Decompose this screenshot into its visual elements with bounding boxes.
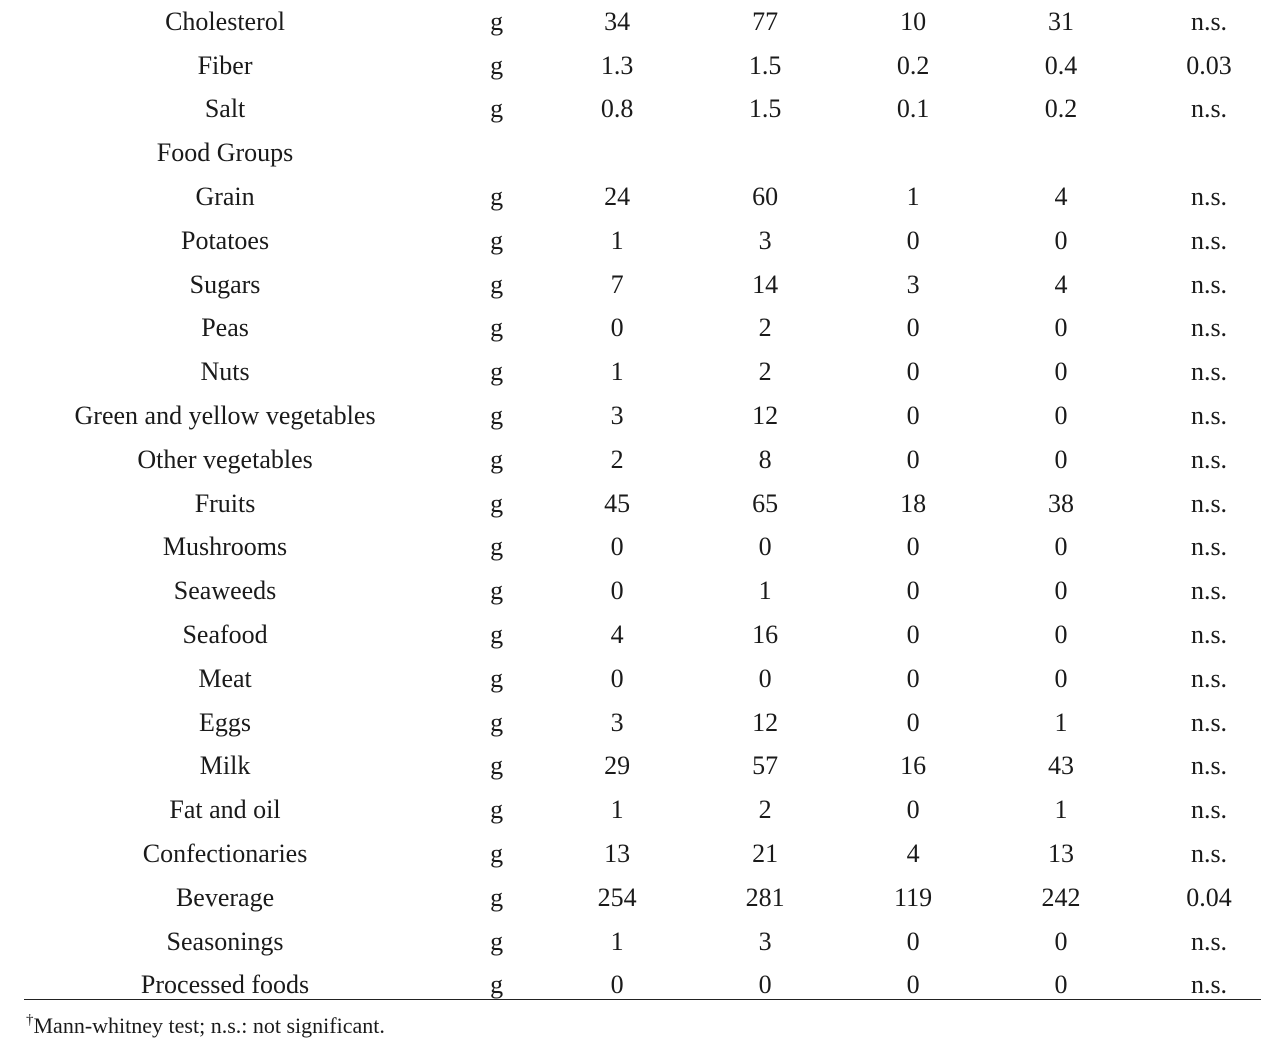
value-cell: 4 [1054, 269, 1068, 299]
value-cell: 0 [1054, 444, 1068, 474]
value-cell: 0 [906, 795, 920, 825]
value-cell: 0 [610, 663, 624, 693]
value-cell: 0 [1054, 926, 1068, 956]
row-unit: g [490, 576, 504, 606]
value-cell: 4 [1054, 182, 1068, 212]
value-cell: 12 [752, 707, 779, 737]
p-value-cell: n.s. [1190, 576, 1228, 606]
value-cell: 0.1 [896, 94, 930, 124]
row-unit: g [490, 225, 504, 255]
row-unit: g [490, 620, 504, 650]
value-cell: 4 [906, 839, 920, 869]
row-label: Peas [201, 313, 249, 343]
value-cell: 1.3 [600, 50, 634, 80]
value-cell: 21 [752, 839, 779, 869]
value-cell: 1.5 [748, 94, 782, 124]
table-row [0, 175, 1283, 219]
table-row [0, 0, 1283, 44]
row-unit: g [490, 444, 504, 474]
row-unit: g [490, 6, 504, 36]
footnote-text: Mann-whitney test; n.s.: not significant. [33, 1013, 385, 1038]
value-cell: 119 [894, 882, 933, 912]
row-unit: g [490, 401, 504, 431]
value-cell: 18 [900, 488, 927, 518]
row-unit: g [490, 532, 504, 562]
table-row [0, 657, 1283, 701]
row-unit: g [490, 663, 504, 693]
row-label: Milk [199, 751, 251, 781]
value-cell: 1 [610, 225, 624, 255]
row-unit: g [490, 970, 504, 1000]
table-row [0, 526, 1283, 570]
table-footnote [26, 1012, 385, 1039]
value-cell: 0 [1054, 532, 1068, 562]
p-value-cell: n.s. [1190, 488, 1228, 518]
table-row [0, 613, 1283, 657]
value-cell: 1 [906, 182, 920, 212]
value-cell: 0 [610, 532, 624, 562]
table-row [0, 876, 1283, 920]
table-row [0, 438, 1283, 482]
value-cell: 0 [906, 707, 920, 737]
value-cell: 45 [604, 488, 631, 518]
row-label: Fat and oil [169, 795, 281, 825]
table-row [0, 832, 1283, 876]
p-value-cell: n.s. [1190, 6, 1228, 36]
value-cell: 24 [604, 182, 631, 212]
value-cell: 4 [610, 620, 624, 650]
value-cell: 0.4 [1044, 50, 1078, 80]
table-row [0, 350, 1283, 394]
value-cell: 16 [900, 751, 927, 781]
value-cell: 34 [604, 6, 631, 36]
p-value-cell: n.s. [1190, 663, 1228, 693]
value-cell: 0 [758, 970, 772, 1000]
table-row [0, 482, 1283, 526]
value-cell: 0 [906, 225, 920, 255]
value-cell: 10 [900, 6, 927, 36]
row-label: Processed foods [140, 970, 310, 1000]
value-cell: 3 [610, 401, 624, 431]
value-cell: 0 [906, 357, 920, 387]
row-label: Fruits [194, 488, 256, 518]
value-cell: 60 [752, 182, 779, 212]
p-value-cell: n.s. [1190, 401, 1228, 431]
row-unit: g [490, 269, 504, 299]
p-value-cell: n.s. [1190, 751, 1228, 781]
row-label: Meat [198, 663, 252, 693]
value-cell: 1 [758, 576, 772, 606]
value-cell: 0 [610, 970, 624, 1000]
value-cell: 0 [906, 970, 920, 1000]
value-cell: 38 [1048, 488, 1075, 518]
p-value-cell: n.s. [1190, 357, 1228, 387]
value-cell: 0 [1054, 620, 1068, 650]
row-unit: g [490, 488, 504, 518]
p-value-cell: 0.04 [1186, 882, 1232, 912]
value-cell: 2 [758, 357, 772, 387]
value-cell: 2 [758, 795, 772, 825]
value-cell: 242 [1041, 882, 1081, 912]
row-label: Seafood [182, 620, 268, 650]
value-cell: 13 [1048, 839, 1075, 869]
value-cell: 3 [758, 225, 772, 255]
row-label: Cholesterol [165, 6, 285, 36]
p-value-cell: n.s. [1190, 839, 1228, 869]
row-label: Salt [204, 94, 246, 124]
value-cell: 0 [1054, 313, 1068, 343]
row-label: Confectionaries [142, 839, 308, 869]
section-label: Food Groups [156, 138, 294, 168]
table-row [0, 394, 1283, 438]
value-cell: 43 [1048, 751, 1075, 781]
section-row [0, 131, 1283, 175]
value-cell: 0 [610, 313, 624, 343]
table-row [0, 920, 1283, 964]
value-cell: 0 [906, 444, 920, 474]
value-cell: 0.2 [1044, 94, 1078, 124]
value-cell: 1 [1054, 795, 1068, 825]
p-value-cell: n.s. [1190, 313, 1228, 343]
value-cell: 0 [758, 532, 772, 562]
row-label: Nuts [200, 357, 250, 387]
value-cell: 1.5 [748, 50, 782, 80]
row-label: Green and yellow vegetables [74, 401, 376, 431]
row-unit: g [490, 182, 504, 212]
row-label: Other vegetables [137, 444, 313, 474]
row-label: Potatoes [180, 225, 270, 255]
table-bottom-rule [24, 999, 1261, 1000]
value-cell: 0 [906, 313, 920, 343]
row-unit: g [490, 313, 504, 343]
value-cell: 14 [752, 269, 779, 299]
table-row [0, 307, 1283, 351]
value-cell: 13 [604, 839, 631, 869]
value-cell: 0 [610, 576, 624, 606]
p-value-cell: n.s. [1190, 707, 1228, 737]
value-cell: 3 [758, 926, 772, 956]
table-row [0, 44, 1283, 88]
value-cell: 3 [906, 269, 920, 299]
value-cell: 1 [610, 926, 624, 956]
value-cell: 1 [1054, 707, 1068, 737]
value-cell: 254 [597, 882, 637, 912]
value-cell: 29 [604, 751, 631, 781]
value-cell: 77 [752, 6, 779, 36]
row-unit: g [490, 795, 504, 825]
table-row [0, 745, 1283, 789]
p-value-cell: n.s. [1190, 532, 1228, 562]
row-label: Grain [195, 182, 255, 212]
table-row [0, 701, 1283, 745]
table-row [0, 964, 1283, 1008]
table-row [0, 219, 1283, 263]
row-unit: g [490, 50, 504, 80]
value-cell: 281 [745, 882, 785, 912]
table-row [0, 569, 1283, 613]
row-label: Beverage [175, 882, 275, 912]
row-label: Seaweeds [173, 576, 277, 606]
value-cell: 65 [752, 488, 779, 518]
value-cell: 57 [752, 751, 779, 781]
value-cell: 0 [1054, 225, 1068, 255]
value-cell: 0 [906, 576, 920, 606]
value-cell: 1 [610, 795, 624, 825]
value-cell: 0 [906, 663, 920, 693]
p-value-cell: n.s. [1190, 620, 1228, 650]
value-cell: 0.2 [896, 50, 930, 80]
row-label: Seasonings [166, 926, 284, 956]
row-unit: g [490, 839, 504, 869]
table-row [0, 88, 1283, 132]
value-cell: 3 [610, 707, 624, 737]
row-unit: g [490, 926, 504, 956]
row-label: Mushrooms [162, 532, 288, 562]
table-row [0, 788, 1283, 832]
row-unit: g [490, 882, 504, 912]
p-value-cell: n.s. [1190, 970, 1228, 1000]
value-cell: 0 [1054, 576, 1068, 606]
value-cell: 0 [906, 401, 920, 431]
value-cell: 0 [906, 620, 920, 650]
row-label: Fiber [197, 50, 253, 80]
value-cell: 0 [1054, 663, 1068, 693]
value-cell: 2 [758, 313, 772, 343]
value-cell: 31 [1048, 6, 1075, 36]
p-value-cell: n.s. [1190, 269, 1228, 299]
value-cell: 0 [906, 532, 920, 562]
value-cell: 12 [752, 401, 779, 431]
row-label: Sugars [189, 269, 261, 299]
row-label: Eggs [199, 707, 252, 737]
p-value-cell: n.s. [1190, 182, 1228, 212]
p-value-cell: n.s. [1190, 795, 1228, 825]
value-cell: 0 [1054, 970, 1068, 1000]
p-value-cell: n.s. [1190, 225, 1228, 255]
value-cell: 8 [758, 444, 772, 474]
value-cell: 2 [610, 444, 624, 474]
row-unit: g [490, 707, 504, 737]
value-cell: 0 [758, 663, 772, 693]
row-unit: g [490, 94, 504, 124]
value-cell: 7 [610, 269, 624, 299]
value-cell: 0.8 [600, 94, 634, 124]
p-value-cell: n.s. [1190, 926, 1228, 956]
value-cell: 16 [752, 620, 779, 650]
value-cell: 0 [1054, 401, 1068, 431]
p-value-cell: n.s. [1190, 444, 1228, 474]
p-value-cell: n.s. [1190, 94, 1228, 124]
value-cell: 0 [906, 926, 920, 956]
value-cell: 1 [610, 357, 624, 387]
p-value-cell: 0.03 [1186, 50, 1232, 80]
table-row [0, 263, 1283, 307]
section-filler [450, 131, 1283, 175]
footnote-mark: † [26, 1012, 34, 1028]
row-unit: g [490, 751, 504, 781]
value-cell: 0 [1054, 357, 1068, 387]
row-unit: g [490, 357, 504, 387]
